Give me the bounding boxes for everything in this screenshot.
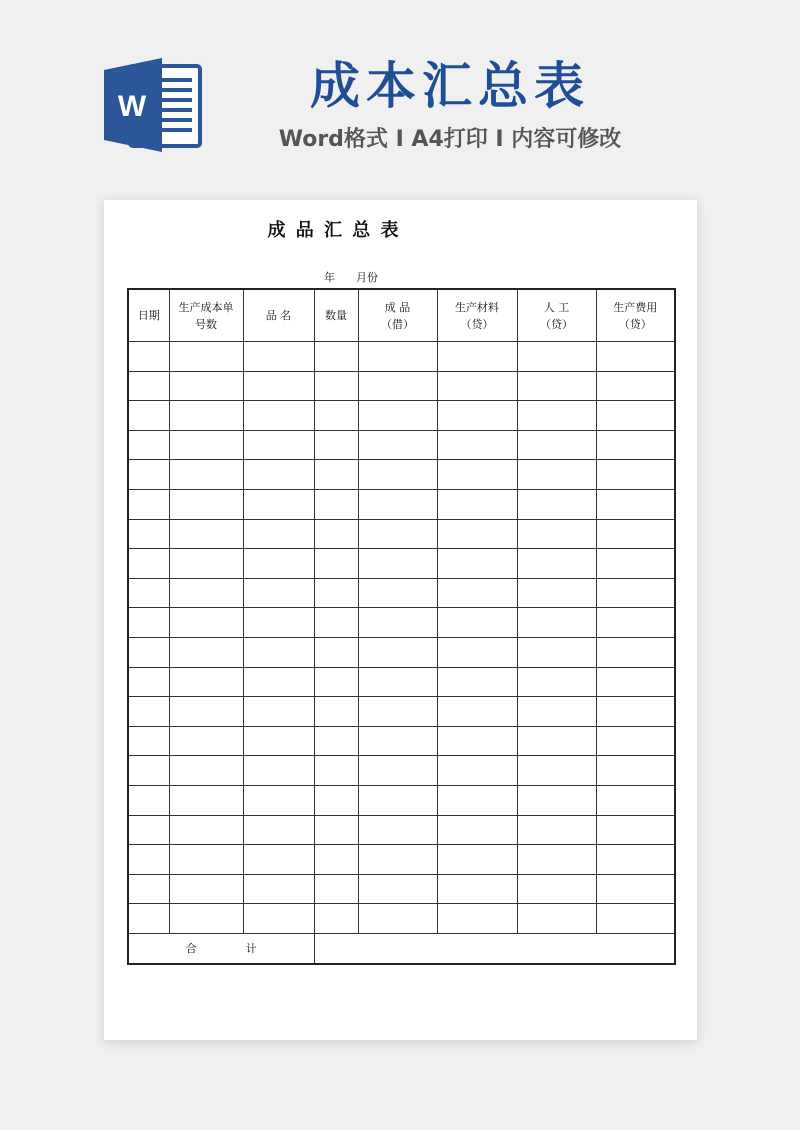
table-cell[interactable] (169, 667, 243, 697)
table-cell[interactable] (314, 726, 358, 756)
table-cell[interactable] (128, 371, 169, 401)
column-header: 数量 (314, 289, 358, 342)
table-cell[interactable] (517, 371, 596, 401)
table-cell[interactable] (314, 756, 358, 786)
table-cell[interactable] (314, 430, 358, 460)
table-row (128, 815, 675, 845)
table-cell[interactable] (596, 756, 675, 786)
column-header: 生产成本单 号数 (169, 289, 243, 342)
table-cell[interactable] (517, 785, 596, 815)
column-header: 品 名 (243, 289, 314, 342)
table-cell[interactable] (128, 578, 169, 608)
table-cell[interactable] (596, 578, 675, 608)
table-cell[interactable] (169, 785, 243, 815)
total-label: 合 计 (128, 933, 314, 964)
table-cell[interactable] (437, 401, 517, 431)
table-cell[interactable] (314, 460, 358, 490)
table-cell[interactable] (517, 637, 596, 667)
table-cell[interactable] (358, 371, 437, 401)
table-cell[interactable] (437, 697, 517, 727)
table-cell[interactable] (314, 667, 358, 697)
table-cell[interactable] (128, 667, 169, 697)
table-cell[interactable] (169, 756, 243, 786)
table-cell[interactable] (437, 726, 517, 756)
table-cell[interactable] (596, 460, 675, 490)
table-cell[interactable] (596, 815, 675, 845)
table-cell[interactable] (243, 726, 314, 756)
table-cell[interactable] (596, 371, 675, 401)
table-row (128, 697, 675, 727)
table-cell[interactable] (314, 519, 358, 549)
table-cell[interactable] (128, 637, 169, 667)
table-cell[interactable] (128, 904, 169, 934)
table-cell[interactable] (243, 667, 314, 697)
table-cell[interactable] (517, 874, 596, 904)
table-cell[interactable] (517, 460, 596, 490)
table-cell[interactable] (437, 371, 517, 401)
table-cell[interactable] (314, 371, 358, 401)
table-cell[interactable] (437, 549, 517, 579)
table-cell[interactable] (517, 342, 596, 372)
table-cell[interactable] (314, 697, 358, 727)
table-cell[interactable] (517, 815, 596, 845)
table-cell[interactable] (243, 578, 314, 608)
table-cell[interactable] (169, 401, 243, 431)
table-cell[interactable] (596, 430, 675, 460)
column-header: 生产材料 （贷） (437, 289, 517, 342)
table-cell[interactable] (596, 874, 675, 904)
word-icon-letter: W (117, 90, 147, 123)
table-cell[interactable] (437, 519, 517, 549)
table-cell[interactable] (437, 342, 517, 372)
table-cell[interactable] (596, 726, 675, 756)
table-cell[interactable] (517, 726, 596, 756)
table-cell[interactable] (358, 697, 437, 727)
table-cell[interactable] (169, 342, 243, 372)
table-cell[interactable] (169, 697, 243, 727)
table-cell[interactable] (314, 578, 358, 608)
table-cell[interactable] (517, 519, 596, 549)
table-cell[interactable] (596, 667, 675, 697)
word-icon (104, 58, 204, 152)
table-cell[interactable] (517, 904, 596, 934)
table-cell[interactable] (128, 549, 169, 579)
table-cell[interactable] (243, 815, 314, 845)
table-cell[interactable] (358, 401, 437, 431)
summary-table-container (127, 288, 674, 965)
table-cell[interactable] (358, 342, 437, 372)
table-cell[interactable] (596, 845, 675, 875)
column-header: 日期 (128, 289, 169, 342)
table-cell[interactable] (169, 726, 243, 756)
table-cell[interactable] (358, 608, 437, 638)
table-cell[interactable] (437, 608, 517, 638)
table-cell[interactable] (517, 667, 596, 697)
table-row (128, 489, 675, 519)
table-cell[interactable] (169, 637, 243, 667)
table-cell[interactable] (128, 342, 169, 372)
table-cell[interactable] (596, 637, 675, 667)
table-row (128, 430, 675, 460)
table-body (128, 342, 675, 934)
table-row (128, 726, 675, 756)
table-cell[interactable] (128, 815, 169, 845)
table-cell[interactable] (358, 726, 437, 756)
table-cell[interactable] (437, 637, 517, 667)
table-row (128, 785, 675, 815)
table-cell[interactable] (169, 460, 243, 490)
table-cell[interactable] (314, 549, 358, 579)
table-cell[interactable] (243, 371, 314, 401)
table-cell[interactable] (169, 430, 243, 460)
table-cell[interactable] (358, 519, 437, 549)
total-row (128, 933, 675, 964)
table-cell[interactable] (596, 549, 675, 579)
table-cell[interactable] (243, 785, 314, 815)
table-cell[interactable] (358, 489, 437, 519)
table-cell[interactable] (169, 815, 243, 845)
table-cell[interactable] (596, 401, 675, 431)
table-cell[interactable] (517, 401, 596, 431)
table-cell[interactable] (243, 342, 314, 372)
table-cell[interactable] (517, 697, 596, 727)
table-cell[interactable] (128, 697, 169, 727)
table-cell[interactable] (596, 785, 675, 815)
table-cell[interactable] (358, 815, 437, 845)
column-header: 人 工 （贷） (517, 289, 596, 342)
table-cell[interactable] (358, 460, 437, 490)
table-cell[interactable] (243, 845, 314, 875)
table-cell[interactable] (437, 815, 517, 845)
table-cell[interactable] (517, 430, 596, 460)
table-cell[interactable] (517, 845, 596, 875)
table-cell[interactable] (358, 756, 437, 786)
table-cell[interactable] (243, 460, 314, 490)
total-value-cell[interactable] (314, 933, 675, 964)
table-row (128, 578, 675, 608)
table-cell[interactable] (128, 845, 169, 875)
table-cell[interactable] (169, 578, 243, 608)
table-cell[interactable] (358, 667, 437, 697)
table-cell[interactable] (596, 519, 675, 549)
table-cell[interactable] (128, 785, 169, 815)
table-row (128, 460, 675, 490)
column-header: 生产费用 （贷） (596, 289, 675, 342)
table-cell[interactable] (169, 489, 243, 519)
table-cell[interactable] (243, 430, 314, 460)
table-cell[interactable] (128, 430, 169, 460)
table-cell[interactable] (314, 904, 358, 934)
table-row (128, 519, 675, 549)
table-cell[interactable] (517, 756, 596, 786)
table-cell[interactable] (358, 637, 437, 667)
table-cell[interactable] (128, 519, 169, 549)
table-cell[interactable] (128, 608, 169, 638)
table-cell[interactable] (596, 697, 675, 727)
table-cell[interactable] (596, 489, 675, 519)
table-cell[interactable] (517, 489, 596, 519)
document-title: 成 品 汇 总 表 (267, 220, 401, 241)
table-cell[interactable] (314, 608, 358, 638)
table-cell[interactable] (128, 401, 169, 431)
table-cell[interactable] (128, 756, 169, 786)
table-row (128, 667, 675, 697)
table-row (128, 401, 675, 431)
table-cell[interactable] (243, 489, 314, 519)
table-cell[interactable] (314, 815, 358, 845)
table-cell[interactable] (437, 578, 517, 608)
banner-title: 成本汇总表 (310, 57, 590, 115)
column-header: 成 品 （借） (358, 289, 437, 342)
table-cell[interactable] (169, 371, 243, 401)
table-row (128, 608, 675, 638)
table-cell[interactable] (314, 785, 358, 815)
table-cell[interactable] (243, 904, 314, 934)
table-cell[interactable] (437, 460, 517, 490)
table-row (128, 874, 675, 904)
table-cell[interactable] (437, 874, 517, 904)
table-cell[interactable] (358, 904, 437, 934)
table-row (128, 637, 675, 667)
table-cell[interactable] (128, 460, 169, 490)
table-cell[interactable] (314, 489, 358, 519)
table-cell[interactable] (169, 549, 243, 579)
table-cell[interactable] (314, 401, 358, 431)
table-cell[interactable] (243, 608, 314, 638)
table-cell[interactable] (358, 874, 437, 904)
table-row (128, 371, 675, 401)
table-cell[interactable] (169, 519, 243, 549)
table-cell[interactable] (437, 785, 517, 815)
banner-subtitle: Word格式 I A4打印 I 内容可修改 (278, 127, 622, 152)
table-cell[interactable] (128, 489, 169, 519)
table-cell[interactable] (437, 756, 517, 786)
table-cell[interactable] (243, 519, 314, 549)
table-cell[interactable] (596, 904, 675, 934)
summary-table (127, 288, 676, 965)
table-cell[interactable] (437, 667, 517, 697)
table-cell[interactable] (169, 845, 243, 875)
table-cell[interactable] (243, 549, 314, 579)
date-line: 年 月份 (324, 271, 378, 284)
table-cell[interactable] (169, 904, 243, 934)
table-cell[interactable] (314, 845, 358, 875)
table-row (128, 342, 675, 372)
table-cell[interactable] (243, 697, 314, 727)
table-cell[interactable] (358, 549, 437, 579)
table-cell[interactable] (243, 637, 314, 667)
table-cell[interactable] (128, 726, 169, 756)
table-cell[interactable] (314, 637, 358, 667)
table-cell[interactable] (243, 756, 314, 786)
table-row (128, 756, 675, 786)
table-cell[interactable] (437, 904, 517, 934)
table-cell[interactable] (437, 489, 517, 519)
table-cell[interactable] (517, 549, 596, 579)
table-cell[interactable] (243, 401, 314, 431)
table-cell[interactable] (128, 874, 169, 904)
table-cell[interactable] (596, 342, 675, 372)
table-cell[interactable] (243, 874, 314, 904)
document-page (104, 200, 697, 1040)
table-cell[interactable] (169, 608, 243, 638)
table-cell[interactable] (517, 578, 596, 608)
table-cell[interactable] (314, 342, 358, 372)
table-cell[interactable] (596, 608, 675, 638)
table-cell[interactable] (517, 608, 596, 638)
table-row (128, 845, 675, 875)
table-cell[interactable] (358, 430, 437, 460)
table-cell[interactable] (358, 785, 437, 815)
table-cell[interactable] (358, 845, 437, 875)
table-cell[interactable] (169, 874, 243, 904)
table-cell[interactable] (437, 430, 517, 460)
table-cell[interactable] (358, 578, 437, 608)
table-row (128, 549, 675, 579)
header-row (128, 289, 675, 342)
table-cell[interactable] (314, 874, 358, 904)
table-row (128, 904, 675, 934)
table-cell[interactable] (437, 845, 517, 875)
